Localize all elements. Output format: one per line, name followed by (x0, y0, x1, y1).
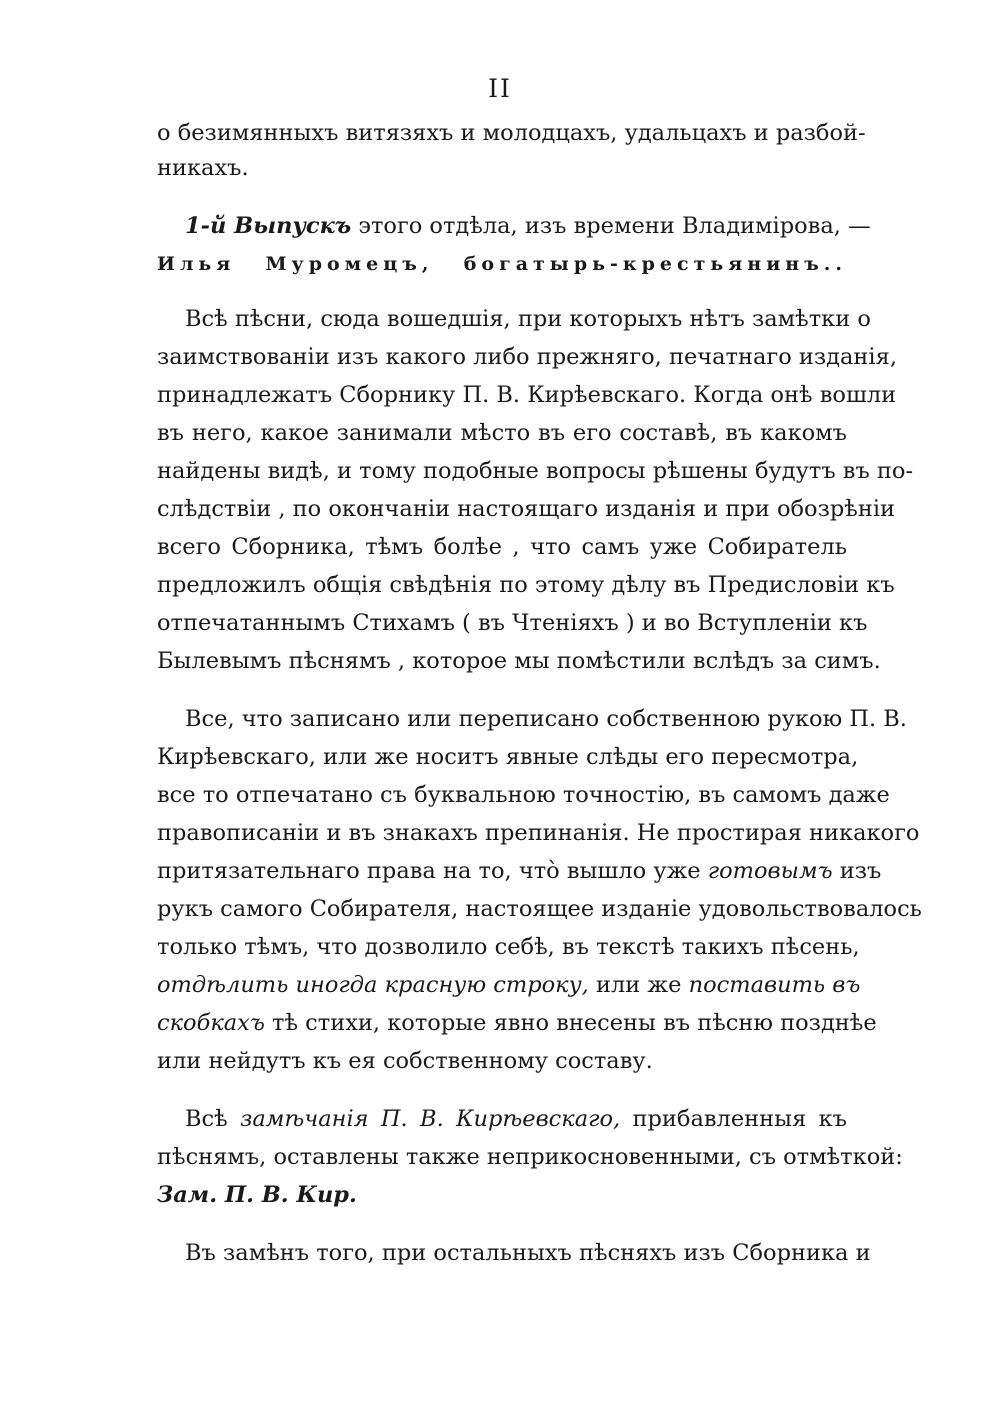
para2-line-2: Кирѣевскаго, или же носитъ явные слѣды его пересмотра, (157, 744, 859, 770)
intro-line-2: никахъ. (157, 155, 249, 181)
emphasis-remarks: замѣчанія П. В. Кирѣевскаго, (240, 1106, 621, 1132)
para2-line-5 (157, 856, 882, 886)
para1-line-2: заимствованіи изъ какого либо прежняго, печатнаго изданія, (157, 344, 897, 370)
heading-text: этого отдѣла, изъ времени Владимірова, — (351, 213, 871, 239)
emphasis-put-in: поставить въ (688, 972, 861, 998)
text-run: Всѣ (185, 1106, 241, 1132)
para1-line-6: слѣдствіи , по окончаніи настоящаго изданія и при обозрѣніи (157, 496, 896, 522)
para1-line-10: Былевымъ пѣснямъ , которое мы помѣстили вслѣдъ за симъ. (157, 648, 881, 674)
para2-line-3: все то отпечатано съ буквальною точностію, въ самомъ даже (157, 782, 890, 808)
text-run: тѣ стихи, которые явно внесены въ пѣсню позднѣе (264, 1010, 877, 1036)
emphasis-red-line: отдѣлить иногда красную строку, (157, 972, 589, 998)
para2-line-10: или нейдутъ къ ея собственному составу. (157, 1048, 653, 1074)
text-run: изъ (832, 858, 882, 884)
para2-line-4: правописаніи и въ знакахъ препинанія. Не простирая никакого (157, 820, 920, 846)
para2-line-7: только тѣмъ, что дозволило себѣ, въ текстѣ такихъ пѣсень, (157, 934, 860, 960)
para4-line-1: Въ замѣнъ того, при остальныхъ пѣсняхъ изъ Сборника и (185, 1240, 871, 1266)
para1-line-8: предложилъ общія свѣдѣнія по этому дѣлу въ Предисловіи къ (157, 572, 895, 598)
para2-line-8 (157, 970, 861, 1000)
para1-line-9: отпечатаннымъ Стихамъ ( въ Чтеніяхъ ) и во Вступленіи къ (157, 610, 868, 636)
emphasis-ready: готовымъ (707, 858, 833, 884)
para1-line-5: найдены видѣ, и тому подобные вопросы рѣшены будутъ въ по- (157, 458, 914, 484)
issue-label: 1-й Выпускъ (185, 213, 352, 239)
section-heading-line-1 (185, 211, 871, 241)
para1-line-3: принадлежатъ Сборнику П. В. Кирѣевскаго. Когда онѣ вошли (157, 382, 897, 408)
para2-line-1: Все, что записано или переписано собственною рукою П. В. (185, 706, 907, 732)
para2-line-9 (157, 1008, 877, 1038)
page-number: II (488, 74, 512, 103)
text-run: или же (588, 972, 689, 998)
para3-line-2: пѣснямъ, оставлены также неприкосновенными, съ отмѣткой: (157, 1144, 903, 1170)
para3-line-1 (185, 1104, 847, 1134)
text-run: притязательнаго права на то, что̀ вышло уже (157, 858, 708, 884)
intro-line-1: о безимянныхъ витязяхъ и молодцахъ, удальцахъ и разбой- (157, 120, 866, 146)
para1-line-1: Всѣ пѣсни, сюда вошедшія, при которыхъ нѣтъ замѣтки о (185, 306, 871, 332)
section-heading-line-2: Илья Муромецъ, богатырь-крестьянинъ.. (157, 253, 847, 275)
emphasis-brackets: скобкахъ (157, 1010, 265, 1036)
para1-line-4: въ него, какое занимали мѣсто въ его составѣ, въ какомъ (157, 420, 847, 446)
para2-line-6: рукъ самого Собирателя, настоящее изданіе удовольствовалось (157, 896, 922, 922)
para1-line-7: всего Сборника, тѣмъ болѣе , что самъ уже Собиратель (157, 534, 847, 560)
para3-line-3: Зам. П. В. Кир. (157, 1182, 357, 1208)
text-run: прибавленныя къ (620, 1106, 847, 1132)
